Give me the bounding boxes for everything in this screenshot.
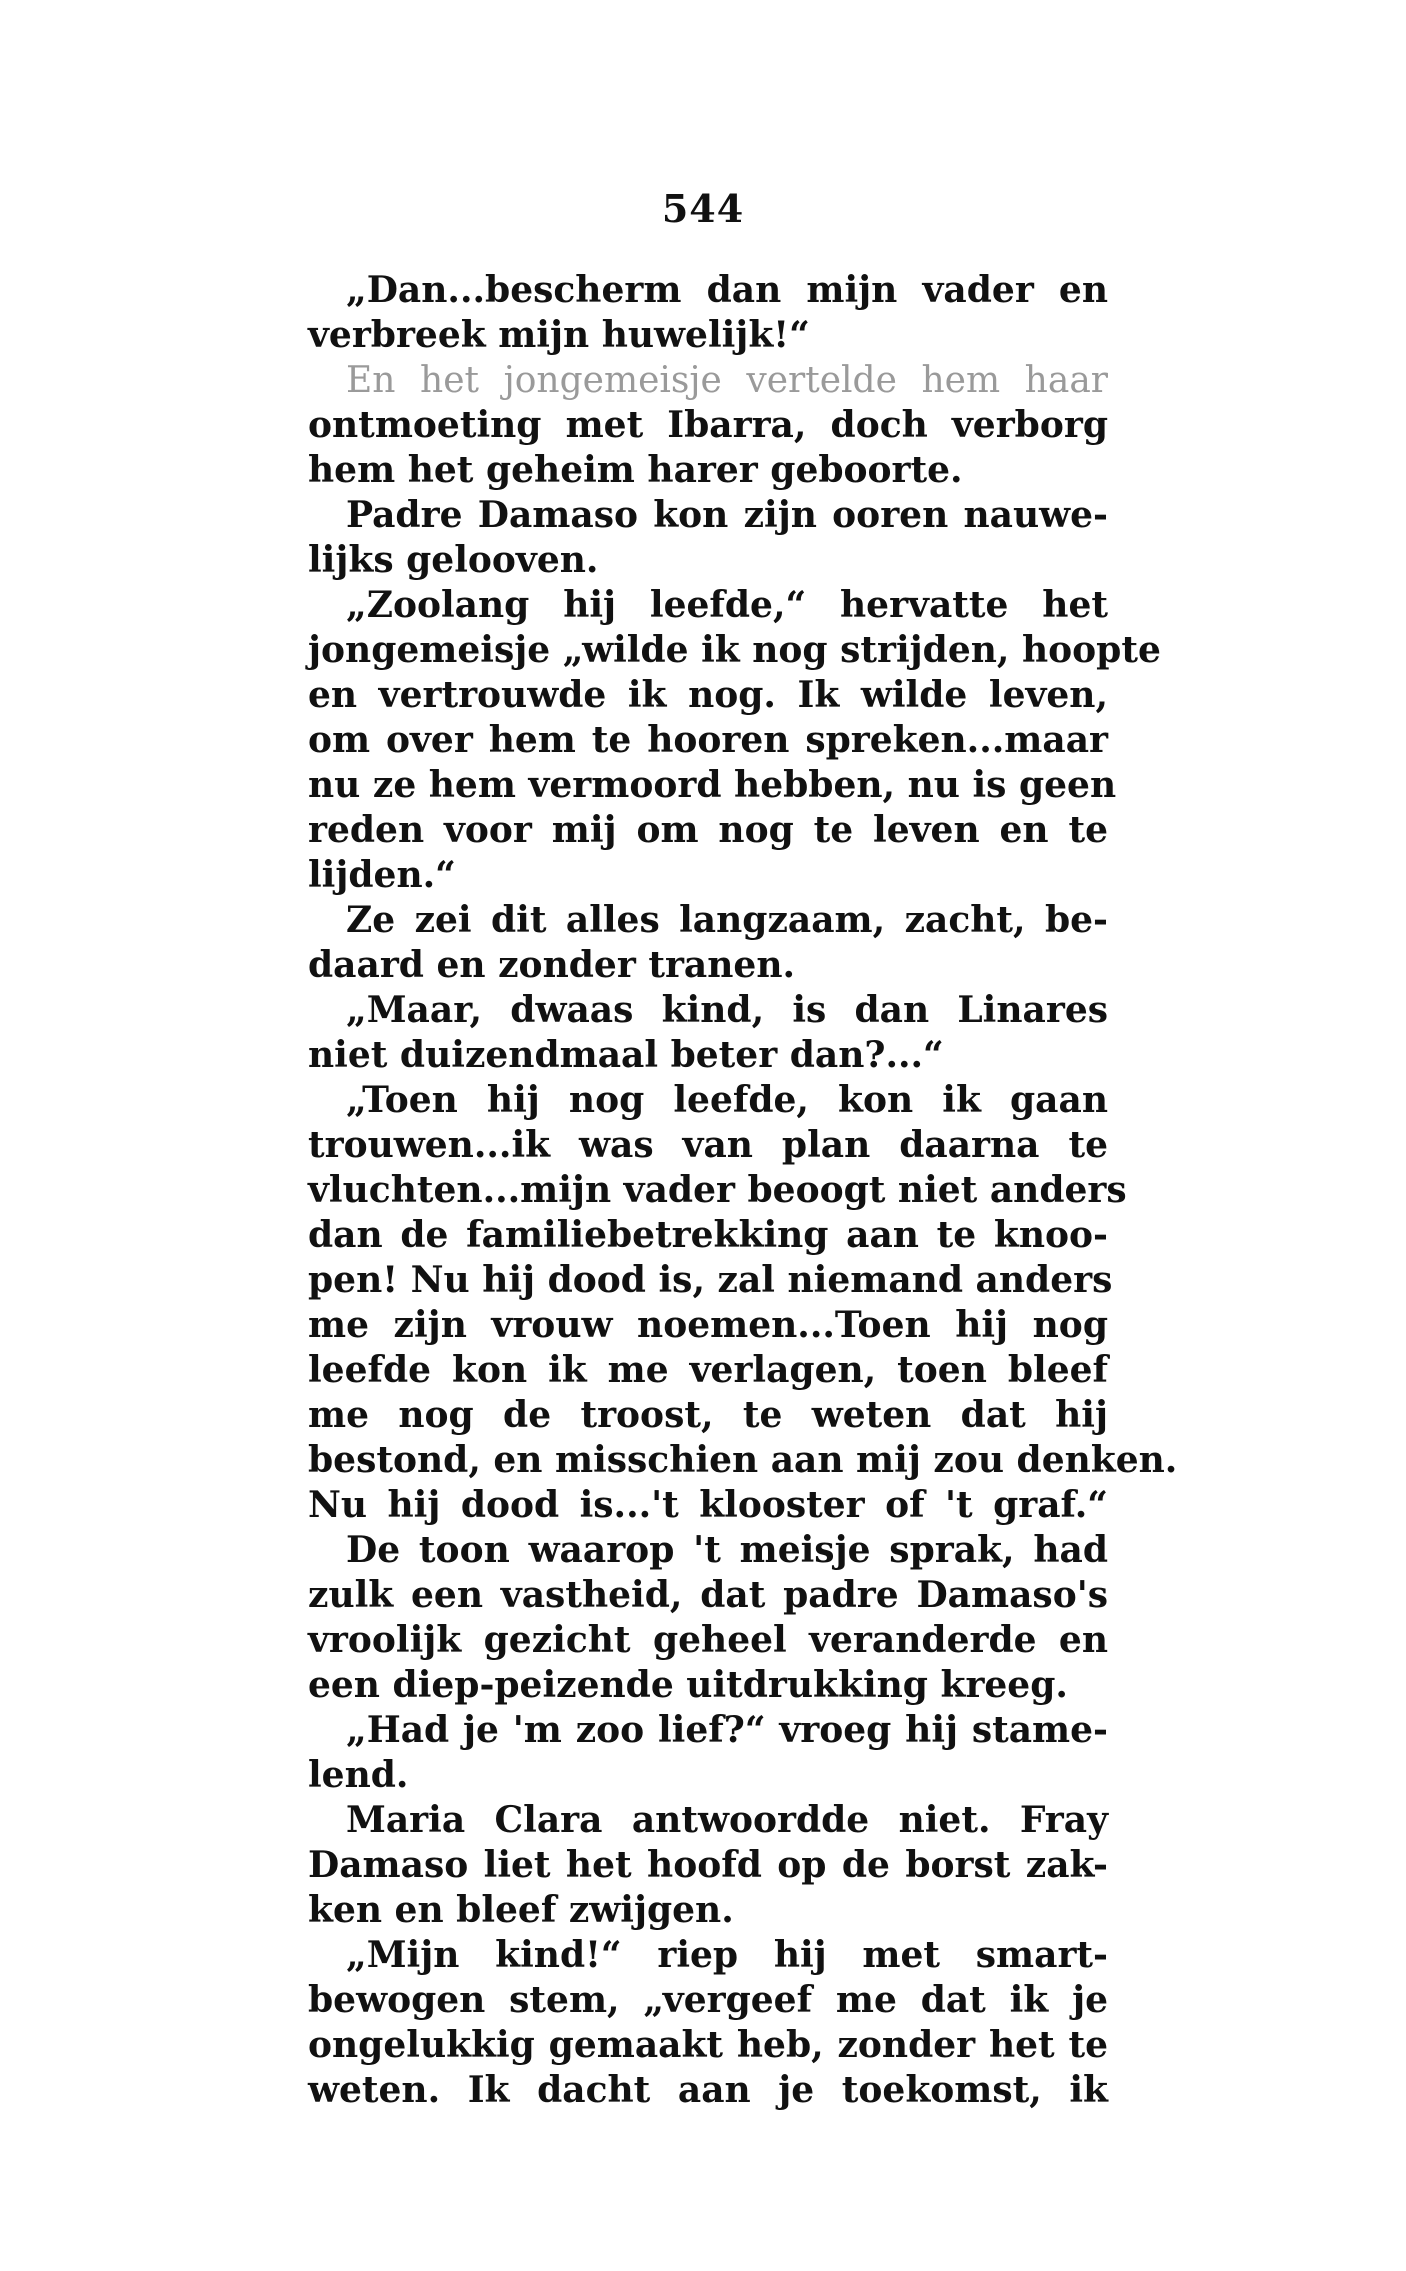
text-line: „Dan...bescherm dan mijn vader en xyxy=(346,269,1108,311)
text-line: lend. xyxy=(308,1754,409,1796)
text-line: weten. Ik dacht aan je toekomst, ik xyxy=(308,2069,1108,2111)
text-line: om over hem te hooren spreken...maar xyxy=(308,719,1108,761)
text-line: leefde kon ik me verlagen, toen bleef xyxy=(308,1349,1108,1391)
text-line: „Toen hij nog leefde, kon ik gaan xyxy=(346,1079,1108,1121)
text-line: bestond, en misschien aan mij zou denken. xyxy=(308,1439,1178,1481)
text-line: vroolijk gezicht geheel veranderde en xyxy=(308,1619,1108,1661)
text-line: Padre Damaso kon zijn ooren nauwe- xyxy=(346,494,1108,536)
text-line: hem het geheim harer geboorte. xyxy=(308,449,963,491)
text-line: „Zoolang hij leefde,“ hervatte het xyxy=(346,584,1108,626)
text-line: dan de familiebetrekking aan te knoo- xyxy=(308,1214,1108,1256)
text-line: vluchten...mijn vader beoogt niet anders xyxy=(308,1169,1127,1211)
text-line: ongelukkig gemaakt heb, zonder het te xyxy=(308,2024,1108,2066)
text-line: ontmoeting met Ibarra, doch verborg xyxy=(308,404,1108,446)
text-line: trouwen...ik was van plan daarna te xyxy=(308,1124,1108,1166)
text-line: bewogen stem, „vergeef me dat ik je xyxy=(308,1979,1108,2021)
body-text xyxy=(308,268,1178,2113)
text-line: Nu hij dood is...'t klooster of 't graf.“ xyxy=(308,1484,1108,1526)
text-line: Ze zei dit alles langzaam, zacht, be- xyxy=(346,899,1108,941)
text-line: De toon waarop 't meisje sprak, had xyxy=(346,1529,1108,1571)
text-line: daard en zonder tranen. xyxy=(308,944,796,986)
text-line: Maria Clara antwoordde niet. Fray xyxy=(346,1799,1108,1841)
text-line: „Maar, dwaas kind, is dan Linares xyxy=(346,989,1108,1031)
text-line: me nog de troost, te weten dat hij xyxy=(308,1394,1108,1436)
text-line: lijks gelooven. xyxy=(308,539,599,581)
text-line: niet duizendmaal beter dan?...“ xyxy=(308,1034,944,1076)
text-line: me zijn vrouw noemen...Toen hij nog xyxy=(308,1304,1108,1346)
text-line: verbreek mijn huwelijk!“ xyxy=(308,314,810,356)
text-line: en vertrouwde ik nog. Ik wilde leven, xyxy=(308,674,1108,716)
text-line: ken en bleef zwijgen. xyxy=(308,1889,734,1931)
text-line: nu ze hem vermoord hebben, nu is geen xyxy=(308,764,1117,806)
text-line: „Mijn kind!“ riep hij met smart- xyxy=(346,1934,1108,1976)
text-line: lijden.“ xyxy=(308,854,456,896)
text-line: En het jongemeisje vertelde hem haar xyxy=(346,360,1108,401)
text-line: een diep-peizende uitdrukking kreeg. xyxy=(308,1664,1068,1706)
text-line: „Had je 'm zoo lief?“ vroeg hij stame- xyxy=(346,1709,1108,1751)
text-line: jongemeisje „wilde ik nog strijden, hoopte xyxy=(308,629,1161,671)
page-number: 544 xyxy=(661,186,745,231)
text-line: Damaso liet het hoofd op de borst zak- xyxy=(308,1844,1108,1886)
text-line: reden voor mij om nog te leven en te xyxy=(308,809,1108,851)
text-line: zulk een vastheid, dat padre Damaso's xyxy=(308,1574,1108,1616)
text-line: pen! Nu hij dood is, zal niemand anders xyxy=(308,1259,1113,1301)
